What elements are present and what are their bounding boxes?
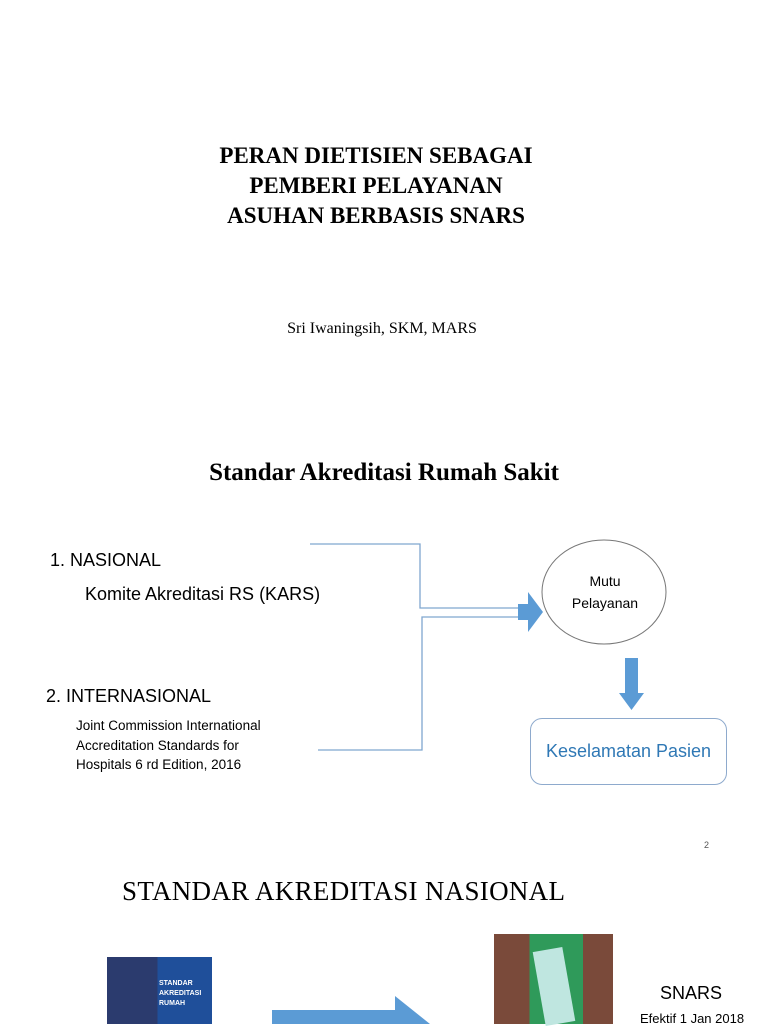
item-nasional: 1. NASIONAL: [50, 550, 162, 570]
slide3-heading: STANDAR AKREDITASI NASIONAL: [122, 876, 566, 906]
detail-line: Joint Commission International: [76, 718, 261, 733]
page-number: 2: [704, 840, 710, 850]
title-line-3: ASUHAN BERBASIS SNARS: [227, 203, 525, 228]
connector-internasional: [318, 617, 518, 750]
ellipse-line: Pelayanan: [571, 595, 639, 611]
snars-cover-image: [494, 934, 613, 1024]
mutu-pelayanan-label: [545, 570, 665, 614]
title-line-2: PEMBERI PELAYANAN: [249, 173, 503, 198]
big-right-arrow-icon: [272, 996, 430, 1024]
slide2-heading: Standar Akreditasi Rumah Sakit: [209, 459, 559, 486]
author: Sri Iwaningsih, SKM, MARS: [287, 320, 477, 337]
detail-line: Accreditation Standards for: [76, 737, 239, 753]
item-internasional: 2. INTERNASIONAL: [46, 686, 212, 706]
book-cover-image: [107, 957, 212, 1024]
ellipse-line: Mutu: [589, 573, 621, 589]
snars-label: SNARS: [660, 983, 723, 1003]
right-arrow-icon: [518, 592, 543, 632]
title-line-1: PERAN DIETISIEN SEBAGAI: [219, 143, 533, 168]
effective-date: Efektif 1 Jan 2018: [640, 1011, 745, 1026]
box-label: Keselamatan Pasien: [545, 741, 712, 761]
down-arrow-icon: [619, 658, 644, 710]
keselamatan-pasien-box: [530, 718, 727, 785]
item-nasional-detail: Komite Akreditasi RS (KARS): [85, 584, 321, 604]
book-cover-text: STANDAR AKREDITASI RUMAH: [159, 980, 202, 1007]
detail-line: Hospitals 6 rd Edition, 2016: [76, 757, 242, 772]
connector-nasional: [310, 544, 518, 608]
item-internasional-detail: [76, 716, 261, 775]
